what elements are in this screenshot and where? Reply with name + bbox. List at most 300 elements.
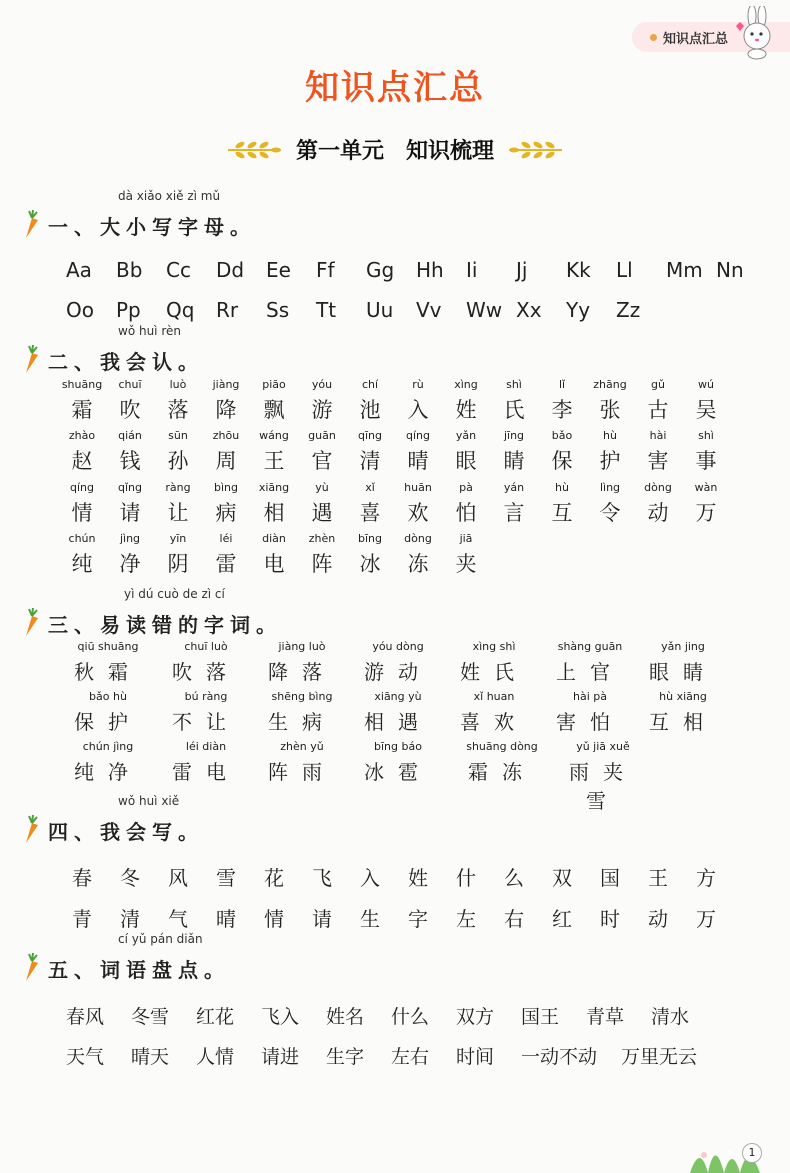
letter-pair: Ww xyxy=(466,298,503,322)
word-cell xyxy=(638,690,728,735)
character-pinyin: zhèn xyxy=(308,532,336,545)
character: 睛 xyxy=(503,449,525,473)
carrot-icon xyxy=(22,608,42,638)
unit-heading xyxy=(0,134,790,165)
character: 霜 xyxy=(71,398,93,422)
carrot-icon xyxy=(22,953,42,983)
review-word: 清水 xyxy=(651,1006,690,1028)
character: 晴 xyxy=(407,449,429,473)
character: 互 xyxy=(551,501,573,525)
word: 害怕 xyxy=(556,710,624,734)
character-cell xyxy=(394,481,442,527)
character: 池 xyxy=(359,398,381,422)
section-pinyin: dà xiǎo xiě zì mǔ xyxy=(118,189,221,203)
word-cell xyxy=(158,690,254,735)
character-pinyin: qīng xyxy=(358,429,382,442)
word: 保护 xyxy=(74,710,142,734)
word-cell xyxy=(446,740,558,814)
word-pinyin: xǐ huan xyxy=(473,690,515,703)
letter-pair: Hh xyxy=(416,258,444,282)
character-pinyin: xǐ xyxy=(365,481,375,494)
word-cell xyxy=(58,690,158,735)
word-pinyin: hài pà xyxy=(573,690,607,703)
letter-pair: Nn xyxy=(716,258,744,282)
wheat-right-icon xyxy=(508,137,564,163)
word: 不让 xyxy=(172,710,240,734)
character-pinyin: diàn xyxy=(262,532,286,545)
character-cell xyxy=(442,481,490,527)
character-pinyin: hù xyxy=(603,429,617,442)
character-cell xyxy=(106,532,154,578)
word-pinyin: bǎo hù xyxy=(89,690,127,703)
section-pinyin: wǒ huì xiě xyxy=(118,794,180,808)
character-cell xyxy=(394,532,442,578)
review-word: 春风 xyxy=(66,1006,105,1028)
character-pinyin: yǎn xyxy=(455,429,477,442)
review-word: 万里无云 xyxy=(621,1046,698,1068)
letter-pair: Ee xyxy=(266,258,291,282)
carrot-icon xyxy=(22,210,42,240)
review-word: 人情 xyxy=(196,1046,235,1068)
character-pinyin: qián xyxy=(118,429,142,442)
character-pinyin: qíng xyxy=(70,481,94,494)
word-pinyin: yǔ jiā xuě xyxy=(576,740,630,753)
character-pinyin: léi xyxy=(219,532,233,545)
character-cell xyxy=(538,481,586,527)
write-character: 动 xyxy=(648,907,668,931)
character: 害 xyxy=(647,449,669,473)
character-cell xyxy=(250,429,298,475)
character: 吴 xyxy=(695,398,717,422)
word: 眼睛 xyxy=(649,660,717,684)
word-pinyin: xìng shì xyxy=(472,640,516,653)
write-character: 春 xyxy=(72,866,92,890)
word: 降落 xyxy=(268,660,336,684)
character-pinyin: shì xyxy=(506,378,522,391)
word-cell xyxy=(350,640,446,685)
letter-pair: Ll xyxy=(616,258,633,282)
word-pinyin: xiāng yù xyxy=(374,690,422,703)
section-title: 五、词语盘点。 xyxy=(48,958,230,982)
write-character: 红 xyxy=(552,907,572,931)
character-cell xyxy=(58,429,106,475)
character: 事 xyxy=(695,449,717,473)
character-cell xyxy=(202,378,250,424)
letter-pair: Mm xyxy=(666,258,703,282)
character-cell xyxy=(586,481,634,527)
character: 游 xyxy=(311,398,333,422)
character: 冰 xyxy=(359,552,381,576)
section-5-heading xyxy=(22,932,230,983)
review-word: 生字 xyxy=(326,1046,365,1068)
character-cell xyxy=(490,429,538,475)
word: 冰雹 xyxy=(364,760,432,784)
character: 冻 xyxy=(407,552,429,576)
character-cell xyxy=(154,429,202,475)
word: 姓氏 xyxy=(460,660,528,684)
character: 怕 xyxy=(455,501,477,525)
character-pinyin: wàn xyxy=(694,481,718,494)
write-character: 气 xyxy=(168,907,188,931)
letter-pair: Rr xyxy=(216,298,239,322)
character: 阴 xyxy=(167,552,189,576)
write-row xyxy=(58,862,730,891)
write-row xyxy=(58,903,730,932)
character-cell xyxy=(58,378,106,424)
character-pinyin: huān xyxy=(404,481,432,494)
page-title: 知识点汇总 xyxy=(305,68,485,108)
word-pinyin: léi diàn xyxy=(185,740,227,753)
character: 姓 xyxy=(455,398,477,422)
recognize-row xyxy=(58,378,730,424)
character: 保 xyxy=(551,449,573,473)
character-cell xyxy=(298,378,346,424)
character: 喜 xyxy=(359,501,381,525)
letter-pair: Pp xyxy=(116,298,141,322)
word-pinyin: shàng guān xyxy=(557,640,623,653)
word-cell xyxy=(542,690,638,735)
word: 霜冻 xyxy=(468,760,536,784)
header-tag-label: 知识点汇总 xyxy=(662,31,728,47)
character-pinyin: xiāng xyxy=(258,481,290,494)
character: 纯 xyxy=(71,552,93,576)
character-cell xyxy=(58,532,106,578)
character-cell xyxy=(394,429,442,475)
letter-pair: Xx xyxy=(516,298,542,322)
section-3-heading xyxy=(22,587,282,638)
word-cell xyxy=(254,740,350,814)
character: 古 xyxy=(647,398,669,422)
character-cell xyxy=(346,378,394,424)
character: 夹 xyxy=(455,552,477,576)
write-character: 么 xyxy=(504,866,524,890)
character-pinyin: rù xyxy=(412,378,424,391)
write-character: 风 xyxy=(168,866,188,890)
character-pinyin: zhāng xyxy=(593,378,627,391)
character-pinyin: dòng xyxy=(644,481,672,494)
word-pinyin: jiàng luò xyxy=(278,640,326,653)
letter-pair: Bb xyxy=(116,258,143,282)
easy-wrong-row xyxy=(58,640,728,685)
character-pinyin: luò xyxy=(169,378,187,391)
character: 周 xyxy=(215,449,237,473)
section-pinyin: wǒ huì rèn xyxy=(118,324,181,338)
character: 入 xyxy=(407,398,429,422)
word-cell xyxy=(254,690,350,735)
letter-pair: Kk xyxy=(566,258,591,282)
page-number: 1 xyxy=(742,1143,762,1163)
letter-pair: Gg xyxy=(366,258,395,282)
word-pinyin: chún jìng xyxy=(82,740,134,753)
unit-title: 第一单元 知识梳理 xyxy=(295,139,494,164)
character-pinyin: wáng xyxy=(259,429,289,442)
word-cell xyxy=(254,640,350,685)
write-character: 情 xyxy=(264,907,284,931)
character-pinyin: chún xyxy=(68,532,96,545)
write-character: 清 xyxy=(120,907,140,931)
carrot-icon xyxy=(22,815,42,845)
write-character: 什 xyxy=(456,866,476,890)
character-cell xyxy=(298,481,346,527)
letter-pair: Oo xyxy=(66,298,94,322)
wheat-left-icon xyxy=(226,137,282,163)
write-character: 字 xyxy=(408,907,428,931)
letter-pair: Qq xyxy=(166,298,195,322)
character-cell xyxy=(346,429,394,475)
character-cell xyxy=(586,429,634,475)
section-title: 二、我会认。 xyxy=(48,350,204,374)
character-pinyin: lìng xyxy=(599,481,621,494)
section-title: 三、易读错的字词。 xyxy=(48,613,282,637)
character: 降 xyxy=(215,398,237,422)
write-character: 国 xyxy=(600,866,620,890)
letter-pair: Vv xyxy=(416,298,442,322)
character: 钱 xyxy=(119,449,141,473)
character-pinyin: lǐ xyxy=(558,378,566,391)
review-word: 天气 xyxy=(66,1046,105,1068)
character: 张 xyxy=(599,398,621,422)
write-character: 方 xyxy=(696,866,716,890)
review-word: 左右 xyxy=(391,1046,430,1068)
character: 遇 xyxy=(311,501,333,525)
write-character: 生 xyxy=(360,907,380,931)
review-word: 什么 xyxy=(391,1006,430,1028)
character-pinyin: jiā xyxy=(459,532,473,545)
word-pinyin: bú ràng xyxy=(184,690,228,703)
character: 飘 xyxy=(263,398,285,422)
word: 雷电 xyxy=(172,760,240,784)
character: 雷 xyxy=(215,552,237,576)
word-cell xyxy=(350,740,446,814)
character: 阵 xyxy=(311,552,333,576)
word-cell xyxy=(446,640,542,685)
write-character: 姓 xyxy=(408,866,428,890)
words-row xyxy=(66,1002,716,1029)
word-cell xyxy=(542,640,638,685)
recognize-row xyxy=(58,532,490,578)
word-cell xyxy=(158,640,254,685)
word-pinyin: bīng báo xyxy=(374,740,422,753)
section-pinyin: cí yǔ pán diǎn xyxy=(118,932,203,946)
word: 雨夹雪 xyxy=(569,760,637,813)
review-word: 红花 xyxy=(196,1006,235,1028)
letter-pair: Ss xyxy=(266,298,290,322)
character-pinyin: bìng xyxy=(214,481,238,494)
character-pinyin: qǐng xyxy=(118,481,142,494)
character: 万 xyxy=(695,501,717,525)
character-pinyin: piāo xyxy=(262,378,286,391)
word-pinyin: shēng bìng xyxy=(271,690,333,703)
character-cell xyxy=(346,532,394,578)
write-character: 雪 xyxy=(216,866,236,890)
character-pinyin: yán xyxy=(503,481,525,494)
word-pinyin: yóu dòng xyxy=(372,640,424,653)
character-cell xyxy=(538,429,586,475)
word-cell xyxy=(558,740,648,814)
character-cell xyxy=(442,532,490,578)
word: 纯净 xyxy=(74,760,142,784)
letter-pair: Jj xyxy=(516,258,528,282)
review-word: 国王 xyxy=(521,1006,560,1028)
word-pinyin: shuāng dòng xyxy=(466,740,538,753)
character: 让 xyxy=(167,501,189,525)
character-cell xyxy=(106,481,154,527)
write-character: 万 xyxy=(696,907,716,931)
review-word: 双方 xyxy=(456,1006,495,1028)
recognize-row xyxy=(58,429,730,475)
word-pinyin: hù xiāng xyxy=(659,690,707,703)
word: 喜欢 xyxy=(460,710,528,734)
character: 令 xyxy=(599,501,621,525)
alphabet-row-1 xyxy=(66,258,766,282)
write-character: 冬 xyxy=(120,866,140,890)
write-character: 时 xyxy=(600,907,620,931)
character-cell xyxy=(202,532,250,578)
review-word: 一动不动 xyxy=(521,1046,598,1068)
character-cell xyxy=(106,378,154,424)
section-title: 一、大小写字母。 xyxy=(48,215,256,239)
write-character: 双 xyxy=(552,866,572,890)
letter-pair: Ff xyxy=(316,258,335,282)
character: 相 xyxy=(263,501,285,525)
word-cell xyxy=(350,690,446,735)
character: 动 xyxy=(647,501,669,525)
character-cell xyxy=(634,481,682,527)
character-pinyin: shì xyxy=(698,429,714,442)
character-pinyin: jìng xyxy=(119,532,141,545)
word: 生病 xyxy=(268,710,336,734)
review-word: 请进 xyxy=(261,1046,300,1068)
character-cell xyxy=(538,378,586,424)
character-cell xyxy=(682,378,730,424)
recognize-row xyxy=(58,481,730,527)
review-word: 冬雪 xyxy=(131,1006,170,1028)
character: 落 xyxy=(167,398,189,422)
character-pinyin: zhōu xyxy=(212,429,240,442)
character-cell xyxy=(298,429,346,475)
character-cell xyxy=(442,429,490,475)
character-pinyin: shuāng xyxy=(61,378,103,391)
write-character: 请 xyxy=(312,907,332,931)
character-cell xyxy=(682,429,730,475)
write-character: 青 xyxy=(72,907,92,931)
word: 阵雨 xyxy=(268,760,336,784)
character: 官 xyxy=(311,449,333,473)
write-character: 入 xyxy=(360,866,380,890)
character-pinyin: dòng xyxy=(404,532,432,545)
character-cell xyxy=(442,378,490,424)
character-cell xyxy=(250,532,298,578)
character: 王 xyxy=(263,449,285,473)
character-pinyin: bīng xyxy=(358,532,382,545)
word-pinyin: chuī luò xyxy=(184,640,228,653)
review-word: 青草 xyxy=(586,1006,625,1028)
character: 眼 xyxy=(455,449,477,473)
character-cell xyxy=(250,481,298,527)
character-pinyin: jiàng xyxy=(212,378,240,391)
letter-pair: Uu xyxy=(366,298,394,322)
character: 吹 xyxy=(119,398,141,422)
write-character: 左 xyxy=(456,907,476,931)
word-cell xyxy=(58,640,158,685)
review-word: 飞入 xyxy=(261,1006,300,1028)
letter-pair: Cc xyxy=(166,258,191,282)
word-pinyin: qiū shuāng xyxy=(77,640,139,653)
character-pinyin: gǔ xyxy=(651,378,665,391)
character-cell xyxy=(202,429,250,475)
easy-wrong-row xyxy=(58,690,728,735)
word: 上官 xyxy=(556,660,624,684)
character: 李 xyxy=(551,398,573,422)
character: 氏 xyxy=(503,398,525,422)
character-cell xyxy=(346,481,394,527)
character-pinyin: wú xyxy=(698,378,714,391)
character: 言 xyxy=(503,501,525,525)
write-character: 飞 xyxy=(312,866,332,890)
words-row xyxy=(66,1042,711,1069)
character: 孙 xyxy=(167,449,189,473)
section-4-heading xyxy=(22,794,204,845)
character-cell xyxy=(682,481,730,527)
word: 游动 xyxy=(364,660,432,684)
character-cell xyxy=(490,481,538,527)
character-pinyin: qíng xyxy=(406,429,430,442)
review-word: 姓名 xyxy=(326,1006,365,1028)
character-pinyin: pà xyxy=(459,481,473,494)
character: 情 xyxy=(71,501,93,525)
word-cell xyxy=(638,640,728,685)
write-character: 花 xyxy=(264,866,284,890)
word-cell xyxy=(446,690,542,735)
section-1-heading xyxy=(22,189,256,240)
word: 秋霜 xyxy=(74,660,142,684)
section-title: 四、我会写。 xyxy=(48,820,204,844)
character: 护 xyxy=(599,449,621,473)
word-pinyin: zhèn yǔ xyxy=(280,740,324,753)
bunny-icon xyxy=(730,6,782,60)
character-pinyin: sūn xyxy=(168,429,188,442)
letter-pair: Tt xyxy=(316,298,337,322)
character-pinyin: chí xyxy=(361,378,379,391)
character: 病 xyxy=(215,501,237,525)
character-cell xyxy=(490,378,538,424)
word: 吹落 xyxy=(172,660,240,684)
character-pinyin: hài xyxy=(649,429,667,442)
character-pinyin: yóu xyxy=(311,378,333,391)
character-cell xyxy=(634,378,682,424)
character-cell xyxy=(154,378,202,424)
word: 互相 xyxy=(649,710,717,734)
section-pinyin: yì dú cuò de zì cí xyxy=(124,587,225,601)
character-cell xyxy=(586,378,634,424)
character-pinyin: yīn xyxy=(169,532,187,545)
write-character: 右 xyxy=(504,907,524,931)
character: 欢 xyxy=(407,501,429,525)
dot-icon xyxy=(650,34,657,41)
letter-pair: Zz xyxy=(616,298,641,322)
character-pinyin: xìng xyxy=(454,378,478,391)
character: 电 xyxy=(263,552,285,576)
carrot-icon xyxy=(22,345,42,375)
character-pinyin: ràng xyxy=(165,481,191,494)
character-cell xyxy=(394,378,442,424)
character-pinyin: hù xyxy=(555,481,569,494)
write-character: 王 xyxy=(648,866,668,890)
character-cell xyxy=(58,481,106,527)
character-pinyin: guān xyxy=(308,429,336,442)
character-cell xyxy=(106,429,154,475)
character: 清 xyxy=(359,449,381,473)
